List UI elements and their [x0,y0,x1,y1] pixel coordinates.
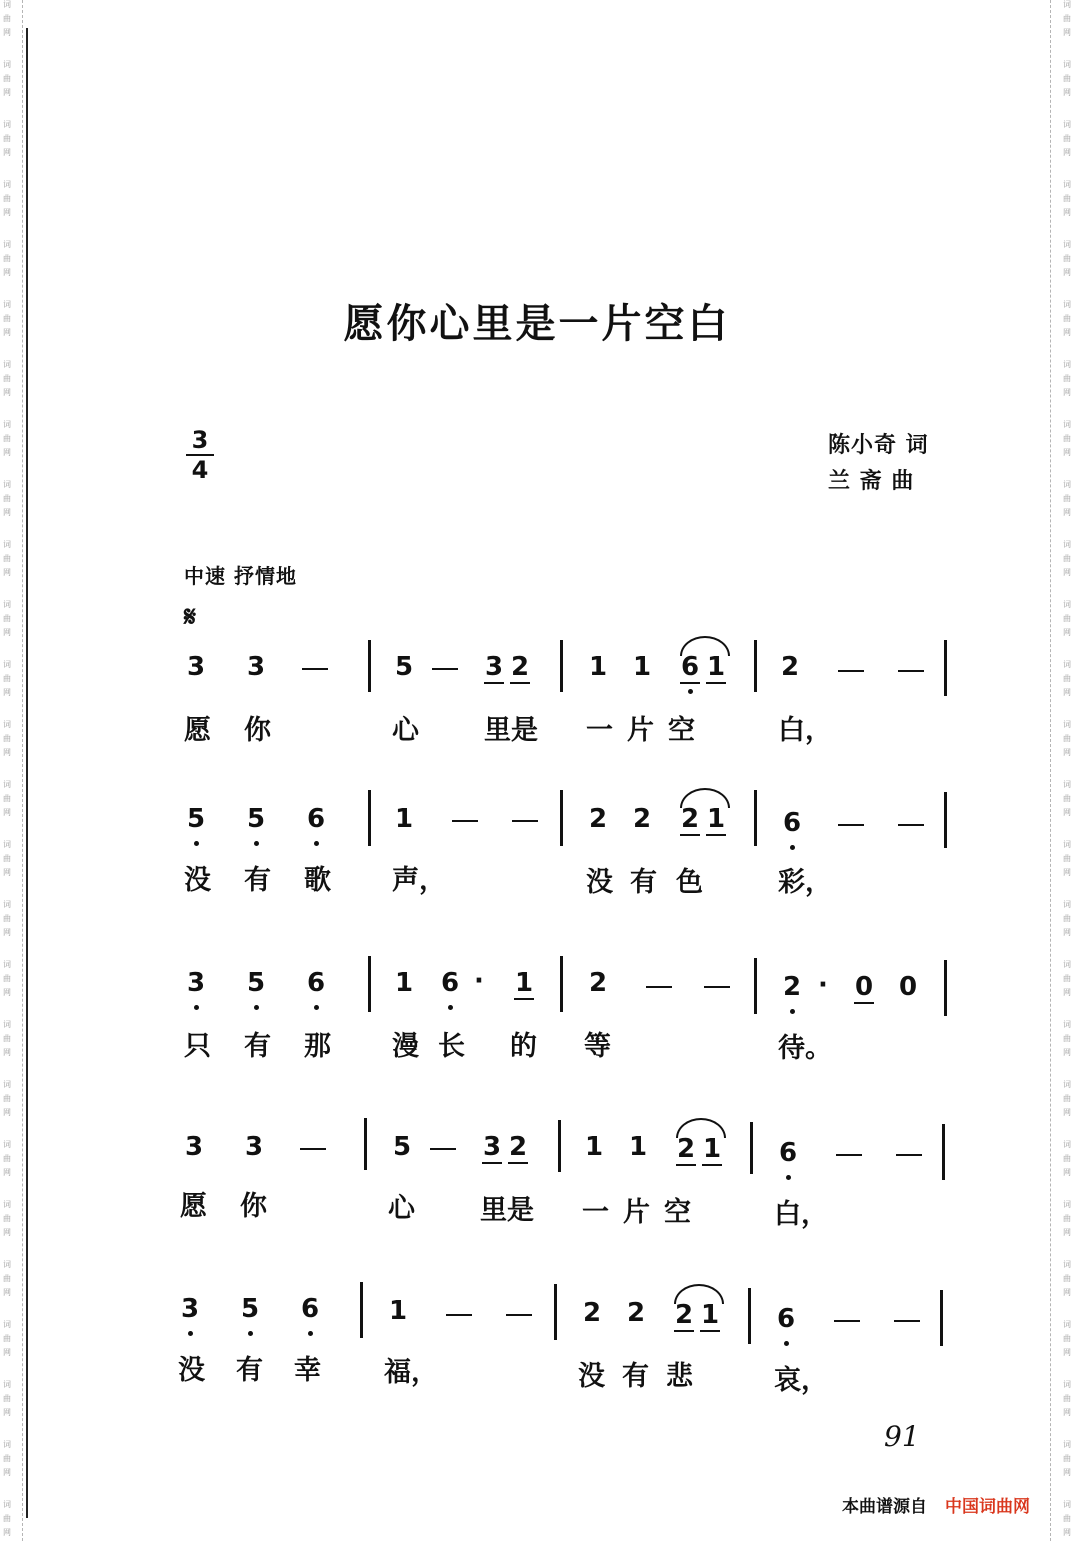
lyricist-credit: 陈小奇 词 [828,433,929,458]
song-title: 愿你心里是一片空白 [343,300,731,347]
dash [898,670,924,672]
watermark-glyph: 网 [3,1348,11,1357]
note: 6 [776,1304,796,1334]
watermark-glyph: 词 [3,600,11,609]
lyric: 彩， [778,867,832,898]
tempo-marking: 中速 抒情地 [184,564,297,588]
watermark-glyph: 曲 [1063,1034,1071,1043]
watermark-glyph: 网 [3,28,11,37]
watermark-glyph: 网 [1063,388,1071,397]
lyric: 有 [236,1355,263,1386]
lyric: 没 [178,1355,205,1386]
watermark-glyph: 词 [3,1200,11,1209]
dash [432,668,458,670]
watermark-glyph: 网 [1063,1168,1071,1177]
watermark-glyph: 词 [1063,1320,1071,1329]
watermark-glyph: 曲 [3,434,11,443]
dash [430,1148,456,1150]
watermark-glyph: 词 [1063,900,1071,909]
lyric: 悲 [666,1361,693,1392]
watermark-glyph: 词 [1063,60,1071,69]
barline [360,1282,363,1338]
note: 2 [588,968,608,998]
watermark-glyph: 词 [1063,780,1071,789]
watermark-glyph: 曲 [3,314,11,323]
watermark-glyph: 网 [1063,1468,1071,1477]
lyric: 愿 [184,715,211,746]
watermark-glyph: 网 [1063,328,1071,337]
note: 6 [782,808,802,838]
watermark-glyph: 网 [3,1468,11,1477]
lyric: 长 [438,1031,465,1062]
dash [836,1154,862,1156]
note: 6 [300,1294,320,1324]
note: 2 [680,804,700,834]
left-watermark-strip [0,0,14,1541]
watermark-glyph: 词 [1063,300,1071,309]
barline [754,958,757,1014]
note: 1 [584,1132,604,1162]
watermark-glyph: 词 [1063,360,1071,369]
barline [750,1122,753,1174]
source-label: 本曲谱源自 [842,1497,927,1517]
note: 5 [246,968,266,998]
watermark-glyph: 曲 [3,1274,11,1283]
watermark-glyph: 曲 [3,374,11,383]
watermark-glyph: 曲 [3,194,11,203]
watermark-glyph: 曲 [1063,74,1071,83]
left-cut-line [22,0,23,1541]
watermark-glyph: 网 [1063,508,1071,517]
lyric: 等 [584,1031,611,1062]
watermark-glyph: 词 [3,60,11,69]
watermark-glyph: 网 [3,148,11,157]
watermark-glyph: 词 [1063,840,1071,849]
composer-credit: 兰 斋 曲 [828,469,915,494]
time-signature-numerator: 3 [186,428,214,456]
watermark-glyph: 网 [3,1408,11,1417]
right-watermark-strip [1060,0,1074,1541]
right-cut-line [1050,0,1051,1541]
watermark-glyph: 词 [3,300,11,309]
watermark-glyph: 词 [1063,1080,1071,1089]
note: 5 [186,804,206,834]
watermark-glyph: 词 [3,1080,11,1089]
dash [896,1154,922,1156]
watermark-glyph: 词 [3,1140,11,1149]
lyric: 没 [586,867,613,898]
watermark-glyph: 词 [1063,120,1071,129]
watermark-glyph: 曲 [1063,854,1071,863]
watermark-glyph: 词 [1063,0,1071,9]
note: 2 [626,1298,646,1328]
watermark-glyph: 网 [1063,1528,1071,1537]
note: 2 [508,1132,528,1162]
barline [558,1120,561,1172]
watermark-glyph: 词 [1063,720,1071,729]
note: 6 [778,1138,798,1168]
watermark-glyph: 网 [3,1048,11,1057]
note: 3 [482,1132,502,1162]
watermark-glyph: 曲 [1063,1454,1071,1463]
note: 1 [706,652,726,682]
note: 3 [246,652,266,682]
watermark-glyph: 曲 [1063,554,1071,563]
watermark-glyph: 曲 [1063,794,1071,803]
lyric: 福， [384,1357,438,1388]
watermark-glyph: 网 [1063,88,1071,97]
barline [368,640,371,692]
lyric: 没 [184,865,211,896]
watermark-glyph: 词 [1063,540,1071,549]
augmentation-dot: · [818,970,828,1000]
lyric: 一片空 [586,715,709,746]
watermark-glyph: 曲 [3,1334,11,1343]
note: 2 [674,1300,694,1330]
lyric: 愿 [180,1191,207,1222]
note: 6 [680,652,700,682]
note: 2 [632,804,652,834]
lyric: 一片空 [582,1197,705,1228]
dash [452,820,478,822]
watermark-glyph: 词 [1063,1020,1071,1029]
watermark-glyph: 网 [3,688,11,697]
dash [838,824,864,826]
watermark-glyph: 网 [3,1168,11,1177]
watermark-glyph: 网 [3,1108,11,1117]
watermark-glyph: 词 [3,780,11,789]
watermark-glyph: 网 [1063,1348,1071,1357]
note: 0 [854,972,874,1002]
note: 3 [186,968,206,998]
dash [300,1148,326,1150]
watermark-glyph: 词 [3,1320,11,1329]
source-site-name: 中国词曲网 [945,1497,1030,1517]
watermark-glyph: 曲 [3,734,11,743]
dash [506,1314,532,1316]
watermark-glyph: 网 [1063,268,1071,277]
note: 1 [388,1296,408,1326]
note: 1 [702,1134,722,1164]
watermark-glyph: 词 [1063,1440,1071,1449]
watermark-glyph: 词 [3,1020,11,1029]
note: 2 [782,972,802,1002]
watermark-glyph: 网 [3,568,11,577]
watermark-glyph: 曲 [3,914,11,923]
lyric: 只 [184,1031,211,1062]
note: 2 [588,804,608,834]
watermark-glyph: 词 [1063,1500,1071,1509]
watermark-glyph: 曲 [1063,1094,1071,1103]
watermark-glyph: 曲 [1063,734,1071,743]
augmentation-dot: · [474,966,484,996]
watermark-glyph: 曲 [1063,1214,1071,1223]
watermark-glyph: 网 [3,508,11,517]
watermark-glyph: 网 [1063,1108,1071,1117]
lyric: 色 [676,867,703,898]
watermark-glyph: 词 [3,1380,11,1389]
credits [828,428,929,500]
watermark-glyph: 曲 [1063,314,1071,323]
watermark-glyph: 词 [3,540,11,549]
watermark-glyph: 网 [3,1528,11,1537]
watermark-glyph: 网 [1063,568,1071,577]
watermark-glyph: 网 [3,328,11,337]
watermark-glyph: 网 [3,1288,11,1297]
watermark-glyph: 网 [3,448,11,457]
barline [748,1288,751,1344]
lyric: 幸 [294,1355,321,1386]
binding-edge-line [26,28,28,1518]
lyric: 白， [774,1199,828,1230]
lyric: 那 [304,1031,331,1062]
note: 2 [780,652,800,682]
barline [944,640,947,696]
note: 5 [246,804,266,834]
watermark-glyph: 词 [3,1440,11,1449]
barline [560,790,563,846]
watermark-glyph: 曲 [1063,14,1071,23]
watermark-glyph: 曲 [3,1214,11,1223]
watermark-glyph: 网 [1063,748,1071,757]
watermark-glyph: 词 [1063,600,1071,609]
segno-sign: 𝄋 [184,600,197,633]
watermark-glyph: 网 [3,88,11,97]
watermark-glyph: 曲 [1063,254,1071,263]
watermark-glyph: 曲 [3,974,11,983]
watermark-glyph: 词 [1063,1380,1071,1389]
watermark-glyph: 网 [1063,688,1071,697]
watermark-glyph: 词 [3,720,11,729]
watermark-glyph: 曲 [1063,134,1071,143]
watermark-glyph: 网 [1063,28,1071,37]
watermark-glyph: 曲 [3,794,11,803]
note: 5 [394,652,414,682]
lyric: 没 [578,1361,605,1392]
barline [554,1284,557,1340]
watermark-glyph: 网 [1063,148,1071,157]
watermark-glyph: 曲 [3,14,11,23]
watermark-glyph: 曲 [3,554,11,563]
watermark-glyph: 词 [3,0,11,9]
watermark-glyph: 曲 [3,494,11,503]
lyric: 有 [622,1361,649,1392]
watermark-glyph: 词 [1063,480,1071,489]
barline [754,790,757,846]
watermark-glyph: 网 [3,208,11,217]
watermark-glyph: 曲 [1063,674,1071,683]
barline [942,1124,945,1180]
watermark-glyph: 网 [3,388,11,397]
watermark-glyph: 词 [3,1500,11,1509]
note: 6 [306,968,326,998]
watermark-glyph: 网 [1063,808,1071,817]
watermark-glyph: 词 [1063,1260,1071,1269]
watermark-glyph: 曲 [1063,1394,1071,1403]
dash [834,1320,860,1322]
barline [944,792,947,848]
watermark-glyph: 网 [1063,1228,1071,1237]
note: 1 [394,804,414,834]
watermark-glyph: 曲 [1063,374,1071,383]
watermark-glyph: 曲 [1063,974,1071,983]
time-signature-denominator: 4 [191,456,209,484]
lyric: 你 [244,715,271,746]
lyric: 歌 [304,865,331,896]
barline [368,956,371,1012]
watermark-glyph: 词 [1063,660,1071,669]
dash [646,986,672,988]
note: 1 [588,652,608,682]
watermark-glyph: 曲 [3,134,11,143]
watermark-glyph: 网 [1063,1288,1071,1297]
barline [364,1118,367,1170]
watermark-glyph: 曲 [3,254,11,263]
lyric: 心 [388,1193,415,1224]
watermark-glyph: 曲 [3,1514,11,1523]
lyric: 有 [244,1031,271,1062]
source-footer [842,1492,1030,1517]
lyric: 的 [510,1031,537,1062]
watermark-glyph: 曲 [3,674,11,683]
watermark-glyph: 网 [1063,1408,1071,1417]
watermark-glyph: 网 [3,268,11,277]
time-signature [186,428,214,482]
note: 2 [510,652,530,682]
note: 1 [632,652,652,682]
note: 6 [440,968,460,998]
note: 5 [240,1294,260,1324]
note: 1 [394,968,414,998]
lyric: 漫 [392,1031,419,1062]
dash [898,824,924,826]
watermark-glyph: 网 [1063,1048,1071,1057]
dash [302,668,328,670]
lyric: 心 [392,715,419,746]
note: 0 [898,972,918,1002]
watermark-glyph: 曲 [3,1154,11,1163]
note: 2 [582,1298,602,1328]
watermark-glyph: 曲 [1063,494,1071,503]
watermark-glyph: 网 [3,628,11,637]
note: 3 [244,1132,264,1162]
watermark-glyph: 词 [3,360,11,369]
watermark-glyph: 网 [1063,208,1071,217]
lyric: 声， [392,865,446,896]
watermark-glyph: 词 [3,120,11,129]
watermark-glyph: 曲 [1063,1334,1071,1343]
watermark-glyph: 曲 [3,1394,11,1403]
watermark-glyph: 曲 [1063,1274,1071,1283]
note: 2 [676,1134,696,1164]
note: 5 [392,1132,412,1162]
watermark-glyph: 词 [1063,240,1071,249]
watermark-glyph: 曲 [1063,434,1071,443]
lyric: 你 [240,1191,267,1222]
watermark-glyph: 词 [3,180,11,189]
page-number: 91 [884,1420,920,1453]
watermark-glyph: 曲 [1063,194,1071,203]
watermark-glyph: 词 [1063,420,1071,429]
dash [704,986,730,988]
watermark-glyph: 曲 [1063,1154,1071,1163]
note: 1 [514,968,534,998]
watermark-glyph: 网 [3,868,11,877]
barline [560,956,563,1012]
note: 1 [700,1300,720,1330]
watermark-glyph: 网 [3,988,11,997]
watermark-glyph: 词 [1063,180,1071,189]
lyric: 哀， [774,1365,828,1396]
watermark-glyph: 词 [1063,1140,1071,1149]
watermark-glyph: 曲 [3,1454,11,1463]
barline [368,790,371,846]
barline [754,640,757,692]
watermark-glyph: 网 [1063,628,1071,637]
dash [512,820,538,822]
watermark-glyph: 网 [3,808,11,817]
lyric: 有 [630,867,657,898]
watermark-glyph: 词 [3,1260,11,1269]
watermark-glyph: 词 [3,240,11,249]
watermark-glyph: 曲 [3,1094,11,1103]
watermark-glyph: 网 [3,928,11,937]
watermark-glyph: 曲 [3,614,11,623]
watermark-glyph: 词 [3,660,11,669]
note: 3 [180,1294,200,1324]
lyric: 白， [778,715,832,746]
watermark-glyph: 词 [3,420,11,429]
watermark-glyph: 词 [3,840,11,849]
watermark-glyph: 词 [3,960,11,969]
watermark-glyph: 网 [1063,988,1071,997]
barline [940,1290,943,1346]
watermark-glyph: 曲 [3,1034,11,1043]
watermark-glyph: 曲 [1063,1514,1071,1523]
watermark-glyph: 网 [1063,928,1071,937]
lyric: 里是 [484,715,538,746]
note: 3 [186,652,206,682]
lyric: 待。 [778,1033,832,1064]
barline [560,640,563,692]
lyric: 有 [244,865,271,896]
watermark-glyph: 词 [1063,960,1071,969]
dash [838,670,864,672]
watermark-glyph: 词 [1063,1200,1071,1209]
watermark-glyph: 网 [3,748,11,757]
watermark-glyph: 网 [1063,448,1071,457]
watermark-glyph: 曲 [3,74,11,83]
watermark-glyph: 网 [1063,868,1071,877]
watermark-glyph: 网 [3,1228,11,1237]
note: 3 [184,1132,204,1162]
dash [446,1314,472,1316]
dash [894,1320,920,1322]
barline [944,960,947,1016]
watermark-glyph: 词 [3,900,11,909]
note: 6 [306,804,326,834]
watermark-glyph: 曲 [1063,614,1071,623]
watermark-glyph: 曲 [1063,914,1071,923]
watermark-glyph: 词 [3,480,11,489]
watermark-glyph: 曲 [3,854,11,863]
lyric: 里是 [480,1195,534,1226]
note: 3 [484,652,504,682]
note: 1 [706,804,726,834]
note: 1 [628,1132,648,1162]
